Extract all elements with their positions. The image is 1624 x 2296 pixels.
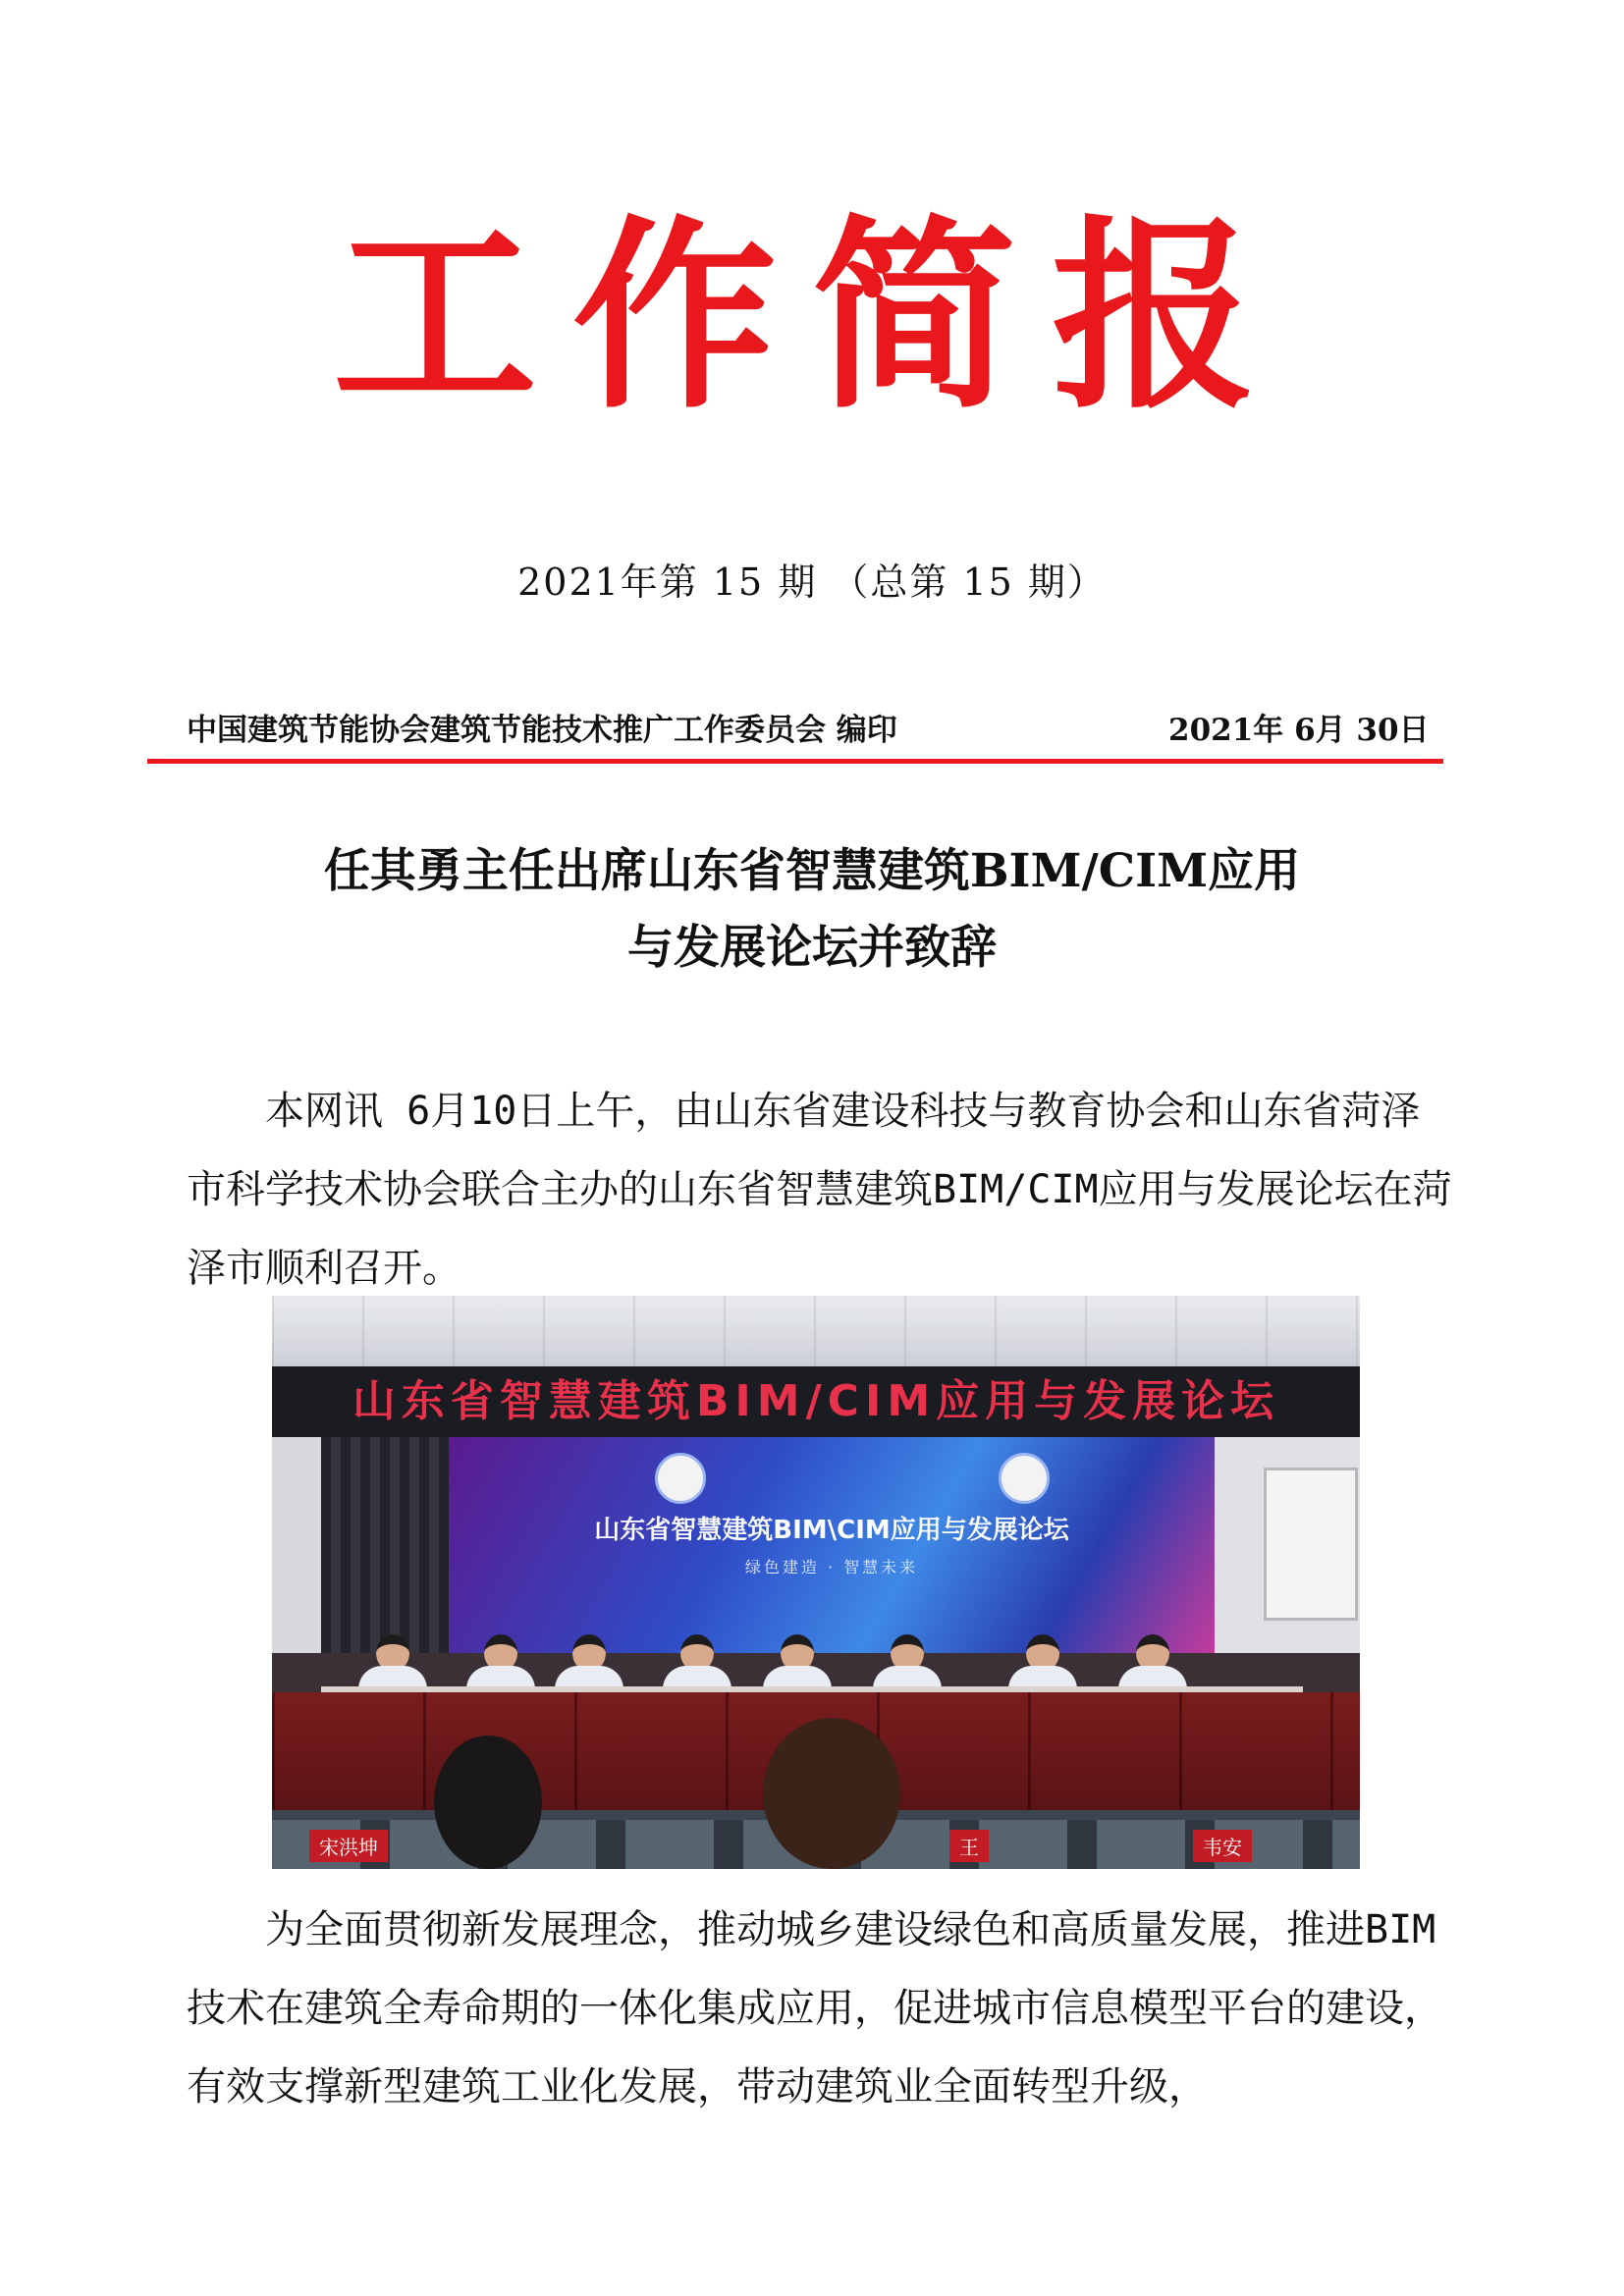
photo-ceiling-grid (272, 1296, 1360, 1374)
nameplate: 王 (949, 1830, 989, 1862)
audience-head (434, 1735, 542, 1869)
screen-logo-right (999, 1453, 1050, 1504)
header-divider (147, 759, 1443, 764)
photo-banner: 山东省智慧建筑BIM/CIM应用与发展论坛 (272, 1366, 1360, 1437)
article-title-line-1: 任其勇主任出席山东省智慧建筑BIM/CIM应用 (323, 844, 1301, 898)
screen-tags: 绿色建造 · 智慧未来 (744, 1558, 919, 1576)
screen-logo-left (655, 1453, 706, 1504)
nameplate: 宋洪坤 (309, 1830, 388, 1862)
publish-date: 2021年 6月 30日 (1168, 713, 1430, 748)
article-paragraph-2: 为全面贯彻新发展理念，推动城乡建设绿色和高质量发展，推进BIM技术在建筑全寿命期的一体化集成应用，促进城市信息模型平台的建设，有效支撑新型建筑工业化发展，带动建筑业全面转型升级， (187, 1907, 1443, 2109)
nameplate: 韦安 (1193, 1830, 1252, 1862)
publisher-org: 中国建筑节能协会建筑节能技术推广工作委员会 编印 (187, 713, 897, 748)
audience-head (763, 1718, 900, 1869)
article-title-line-2: 与发展论坛并致辞 (627, 921, 997, 975)
masthead-title: 工作简报 (333, 197, 1291, 437)
forum-photo (272, 1296, 1360, 1869)
article-paragraph-1: 本网讯 6月10日上午，由山东省建设科技与教育协会和山东省菏泽市科学技术协会联合主办的山东省智慧建筑BIM/CIM应用与发展论坛在菏泽市顺利召开。 (187, 1089, 1452, 1291)
screen-title: 山东省智慧建筑BIM\CIM应用与发展论坛 (594, 1516, 1069, 1545)
photo-led-screen (449, 1437, 1215, 1653)
photo-whiteboard (1264, 1468, 1358, 1621)
issue-number: 2021年第 15 期 （总第 15 期） (517, 561, 1107, 604)
